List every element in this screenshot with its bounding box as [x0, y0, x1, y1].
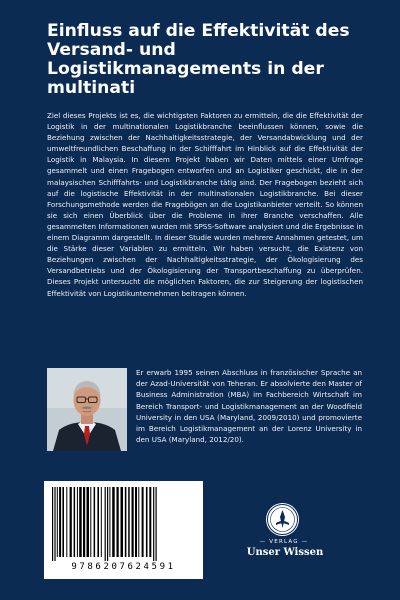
- book-abstract: Ziel dieses Projekts ist es, die wichtigsten Faktoren zu ermitteln, die die Effektivität der Logistik in der multinationalen Logistikbranche beeinflussen können, sowie die Beziehung zwischen der Nachhaltigkeitsstrategie, der Versandabwicklung und der umweltfreundlichen Beschaffung in der Schifffahrt im Hinblick auf die Effektivität der Logistik in Malaysia. In diesem Projekt haben wir Daten mittels einer Umfrage gesammelt und einen Fragebogen entworfen und an Logistiker geschickt, die in der malaysischen Schifffahrts- und Logistikbranche tätig sind. Der Fragebogen bezieht sich auf die logistische Effektivität in der multinationalen Logistikbranche. Bei dieser Forschungsmethode werden die Fragebögen an die Logistikanbieter verteilt. So können sie sich einen Überblick über die Probleme in ihrer Branche verschaffen. Alle gesammelten Informationen wurden mit SPSS-Software analysiert und die Ergebnisse in einem Diagramm dargestellt. In dieser Studie wurden mehrere Annahmen getestet, um die Stärke dieser Variablen zu ermitteln. Wir haben versucht, die Existenz von Beziehungen zwischen der Nachhaltigkeitsstrategie, der Ökologisierung des Versandbetriebs und der Ökologisierung der Transportbeschaffung zu überprüfen. Dieses Projekt untersucht die möglichen Faktoren, die zur Steigerung der logistischen Effektivität von Logistikunternehmen beitragen können.: [47, 111, 363, 298]
- book-title: Einfluss auf die Effektivität des Versand- und Logistikmanagements in der multinati: [47, 21, 350, 98]
- publisher-name: Unser Wissen: [246, 547, 324, 558]
- isbn-barcode: [44, 481, 203, 579]
- author-portrait-image: [47, 368, 127, 451]
- publisher-emblem-icon: [266, 503, 299, 536]
- publisher-logo: [246, 503, 324, 565]
- isbn-number: 9786207624591: [71, 562, 176, 572]
- author-photo: [47, 368, 127, 451]
- publisher-verlag-label: — VERLAG —: [259, 539, 309, 545]
- barcode-bars: [44, 481, 203, 563]
- author-biography: Er erwarb 1995 seinen Abschluss in französischer Sprache an der Azad-Universität von Teheran. Er absolvierte den Master of Business Administration (MBA) im Fachbereich Wirtschaft im Bereich Transport- und Logistikmanagement an der Woodfield University in den USA (Maryland, 2009/2010) und promovierte im Bereich Logistikmanagement an der Lorenz University in den USA (Maryland, 2012/20).: [136, 368, 362, 445]
